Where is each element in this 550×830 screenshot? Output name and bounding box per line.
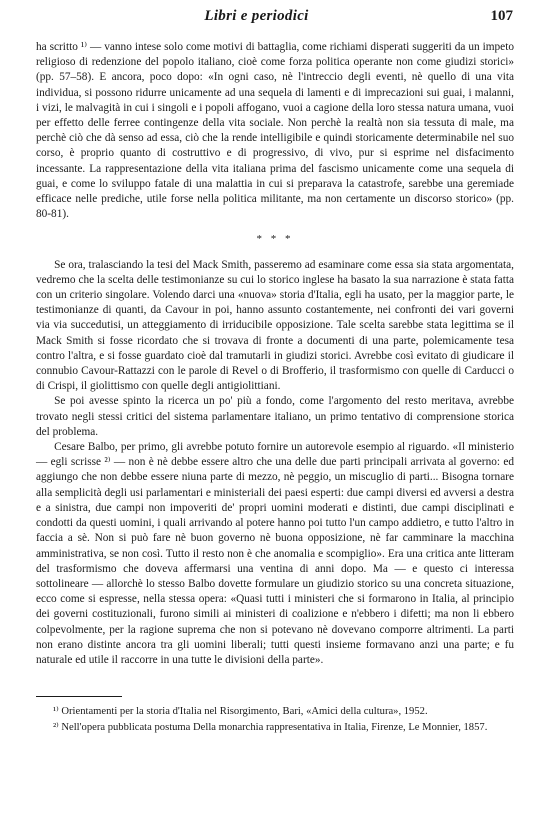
body-text bbox=[36, 40, 514, 737]
footnote-1: ¹⁾ Orientamenti per la storia d'Italia nel Risorgimento, Bari, «Amici della cultura», 1952. bbox=[52, 706, 428, 718]
paragraph-testimonianze: Se ora, tralasciando la tesi del Mack Smith, passeremo ad esaminare come essa sia stata argomentata, vedremo che la scelta delle testimonianze su cui lo storico inglese ha basato la sua narrazione è stata fatta con un criterio singolare. Volendo darci una «nuova» storia d'Italia, egli ha usato, per la maggior parte, le testimonianze di quanti, da Cavour in poi, hanno assunto costantemente, nei confronti dei vari governi via via succedutisi, un atteggiamento di irriducibile opposizione. Tale scelta sarebbe stata legittima se il Mack Smith si fosse ricordato che si trovava di fronte a documenti di una parte, polemicamente tesa contro l'altra, e si fosse guardato cioè dal tramutarli in giudizi storici. Avrebbe così evitato di giudicare il connubio Cavour-Rattazzi con le parole di Revel o di Brofferio, il trasformismo con quelle di Carducci o di Crispi, il giolittismo con quelle degli antigiolittiani. bbox=[36, 258, 514, 393]
paragraph-ricerca: Se poi avesse spinto la ricerca un po' più a fondo, come l'argomento del resto meritava, avrebbe trovato negli stessi critici del sistema parlamentare italiano, un primo tentativo di comprensione storica del problema. bbox=[36, 395, 514, 438]
footnote-2: ²⁾ Nell'opera pubblicata postuma Della monarchia rappresentativa in Italia, Firenze, Le Monnier, 1857. bbox=[52, 722, 488, 734]
page-number: 107 bbox=[490, 8, 513, 24]
running-head bbox=[0, 8, 513, 30]
paragraph-balbo: Cesare Balbo, per primo, gli avrebbe potuto fornire un autorevole esempio al riguardo. «Il ministerio — egli scrisse ²⁾ — non è nè debbe essere altro che una delle due parti principali arrivata al governo: ed aggiungo che non debbe essere niuna parte di mezzo, nè peggio, un miscuglio di parti... Bisogna tornare alla semplicità degli usi parlamentari e ministeriali dei paesi esperti: due campi diversi ed avversi a destra e a sinistra, due campi non impoveriti de' propri uomini moderati e distinti, due campi disciplinati e condotti da questi uomini, i quali arrivando al potere hanno poi tutto l'un campo addietro, e tutto l'altro in faccia a sè. Non si può fare nè buon governo nè buona opposizione, nè far camminare la macchina amministrativa, se non così. Tutto il resto non è che anomalia e scompiglio». Era una critica ante litteram del trasformismo che doveva affermarsi una ventina di anni dopo. Ma — e questo ci interessa sottolineare — allorchè lo stesso Balbo dovette formulare un giudizio storico su una concreta situazione, ecco come si espresse, nella stessa opera: «Quasi tutti i ministeri che si formarono in Italia, al principio dei governi costituzionali, furono simili ai ministeri di coalizione e n'ebbero i difetti; ma non li ebbero colpevolmente, per la ragione suprema che non si potevano nè dovevano comporre altrimenti. La parti non erano distinte ancora tra gli uomini liberali; tutti questi insieme formavano anzi una parte; e fu naturale ed utile il raccorre in una tutte le divisioni della parte». bbox=[36, 441, 514, 666]
section-separator: * * * bbox=[256, 233, 294, 246]
paragraph-continuation: ha scritto ¹⁾ — vanno intese solo come motivi di battaglia, come richiami disperati suggeriti da un impeto religioso di redenzione del popolo italiano, cioè come forza politica operante non come giudizi storici» (pp. 57–58). E ancora, poco dopo: «In ogni caso, nè l'intreccio degli eventi, nè quello di una vita individua, si possono ridurre unicamente ad una sequela di lamenti e di imprecazioni sui guai, i malanni, i vizi, le malvagità in cui i singoli e i popoli affogano, vuoi a cagione della loro stessa natura umana, vuoi per effetto delle ferree contingenze della vita sociale. Non perchè la realtà non sia tessuta di male, ma perchè ciò che dà senso ad essa, ciò che la rende intelligibile e quindi storicamente determinabile nel suo corso, è proprio quanto di costruttivo e di progressivo, di vivo, pur si esprime nel disfacimento incessante. La rappresentazione della vita italiana prima del fascismo unicamente come una sequela di guai, e come lo sviluppo fatale di una malattia in cui si preparava la catastrofe, sarebbe una geremiade efficace nelle prediche, utile forse nella politica militante, ma non certamente un discorso storico» (pp. 80-81). bbox=[36, 41, 514, 221]
footnotes bbox=[36, 705, 514, 735]
running-title: Libri e periodici bbox=[204, 8, 309, 24]
footnote-rule bbox=[36, 696, 122, 697]
